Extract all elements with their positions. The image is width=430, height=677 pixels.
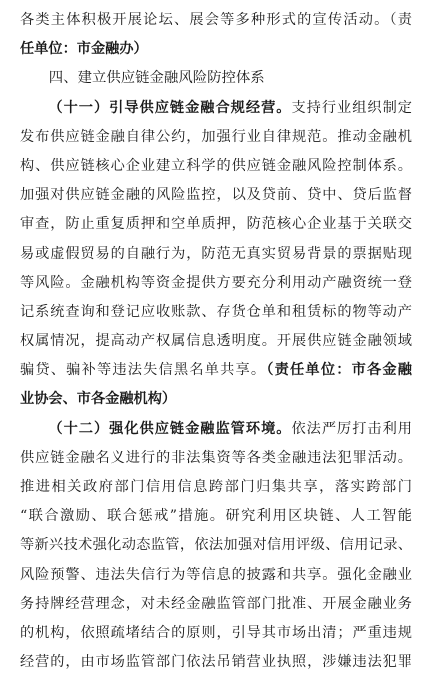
text-line: [20, 35, 412, 64]
bold-text-segment: （十一）引导供应链金融合规经营。: [48, 99, 292, 116]
text-line: [20, 181, 412, 210]
text-segment: 依法严厉打击利用: [291, 420, 412, 437]
text-line: [20, 240, 412, 269]
bold-text-segment: 业协会、市各金融机构）: [20, 391, 177, 408]
text-line: [20, 502, 412, 531]
text-line: [20, 152, 412, 181]
text-line: [20, 269, 412, 298]
text-line: [20, 590, 412, 619]
text-segment: 四、建立供应链金融风险防控体系: [48, 70, 265, 87]
text-segment: 等风险。金融机构等资金提供方要充分利用动产融资统一登: [20, 274, 412, 291]
text-line: [20, 473, 412, 502]
text-segment: 的机构，依照疏堵结合的原则，引导其市场出清；严重违规: [20, 624, 412, 641]
text-line: [20, 6, 412, 35]
text-line: [20, 444, 412, 473]
text-segment: 等新兴技术强化动态监管，依法加强对信用评级、信用记录、: [20, 537, 412, 554]
text-segment: 易或虚假贸易的自融行为，防范无真实贸易背景的票据贴现: [20, 245, 412, 262]
text-line: [20, 94, 412, 123]
text-segment: 权属情况，提高动产权属信息透明度。开展供应链金融领域: [20, 333, 412, 350]
text-line: [20, 619, 412, 648]
text-segment: 发布供应链金融自律公约，加强行业自律规范。推动金融机: [20, 128, 412, 145]
text-segment: “联合激励、联合惩戒”措施。研究利用区块链、人工智能: [20, 508, 412, 525]
text-line: [20, 648, 412, 677]
text-line: [20, 298, 412, 327]
text-segment: 风险预警、违法失信行为等信息的披露和共享。强化金融业: [20, 566, 412, 583]
text-segment: 供应链金融名义进行的非法集资等各类金融违法犯罪活动。: [20, 449, 412, 466]
text-segment: 骗贷、骗补等违法失信黑名单共享。: [20, 362, 267, 379]
section-heading: [20, 64, 412, 93]
text-segment: 务持牌经营理念，对未经金融监管部门批准、开展金融业务: [20, 595, 412, 612]
bold-text-segment: （十二）强化供应链金融监管环境。: [48, 420, 292, 437]
text-line: [20, 415, 412, 444]
text-segment: 记系统查询和登记应收账款、存货仓单和租赁标的物等动产: [20, 303, 412, 320]
text-segment: 支持行业组织制定: [291, 99, 412, 116]
bold-text-segment: （责任单位：市各金融: [266, 362, 412, 379]
text-line: [20, 531, 412, 560]
text-segment: 各类主体积极开展论坛、展会等多种形式的宣传活动。（责: [20, 12, 412, 28]
text-line: [20, 385, 412, 414]
text-line: [20, 123, 412, 152]
text-segment: 经营的，由市场监管部门依法吊销营业执照，涉嫌违法犯罪: [20, 654, 412, 671]
text-line: [20, 210, 412, 239]
text-line: [20, 561, 412, 590]
text-segment: 构、供应链核心企业建立科学的供应链金融风险控制体系。: [20, 157, 412, 174]
text-line: [20, 327, 412, 356]
text-segment: 加强对供应链金融的风险监控，以及贷前、贷中、贷后监督: [20, 187, 412, 204]
text-line: [20, 356, 412, 385]
text-segment: 审查，防止重复质押和空单质押，防范核心企业基于关联交: [20, 216, 412, 233]
text-segment: 推进相关政府部门信用信息跨部门归集共享，落实跨部门: [20, 479, 412, 495]
bold-text-segment: 任单位：市金融办）: [20, 41, 148, 58]
